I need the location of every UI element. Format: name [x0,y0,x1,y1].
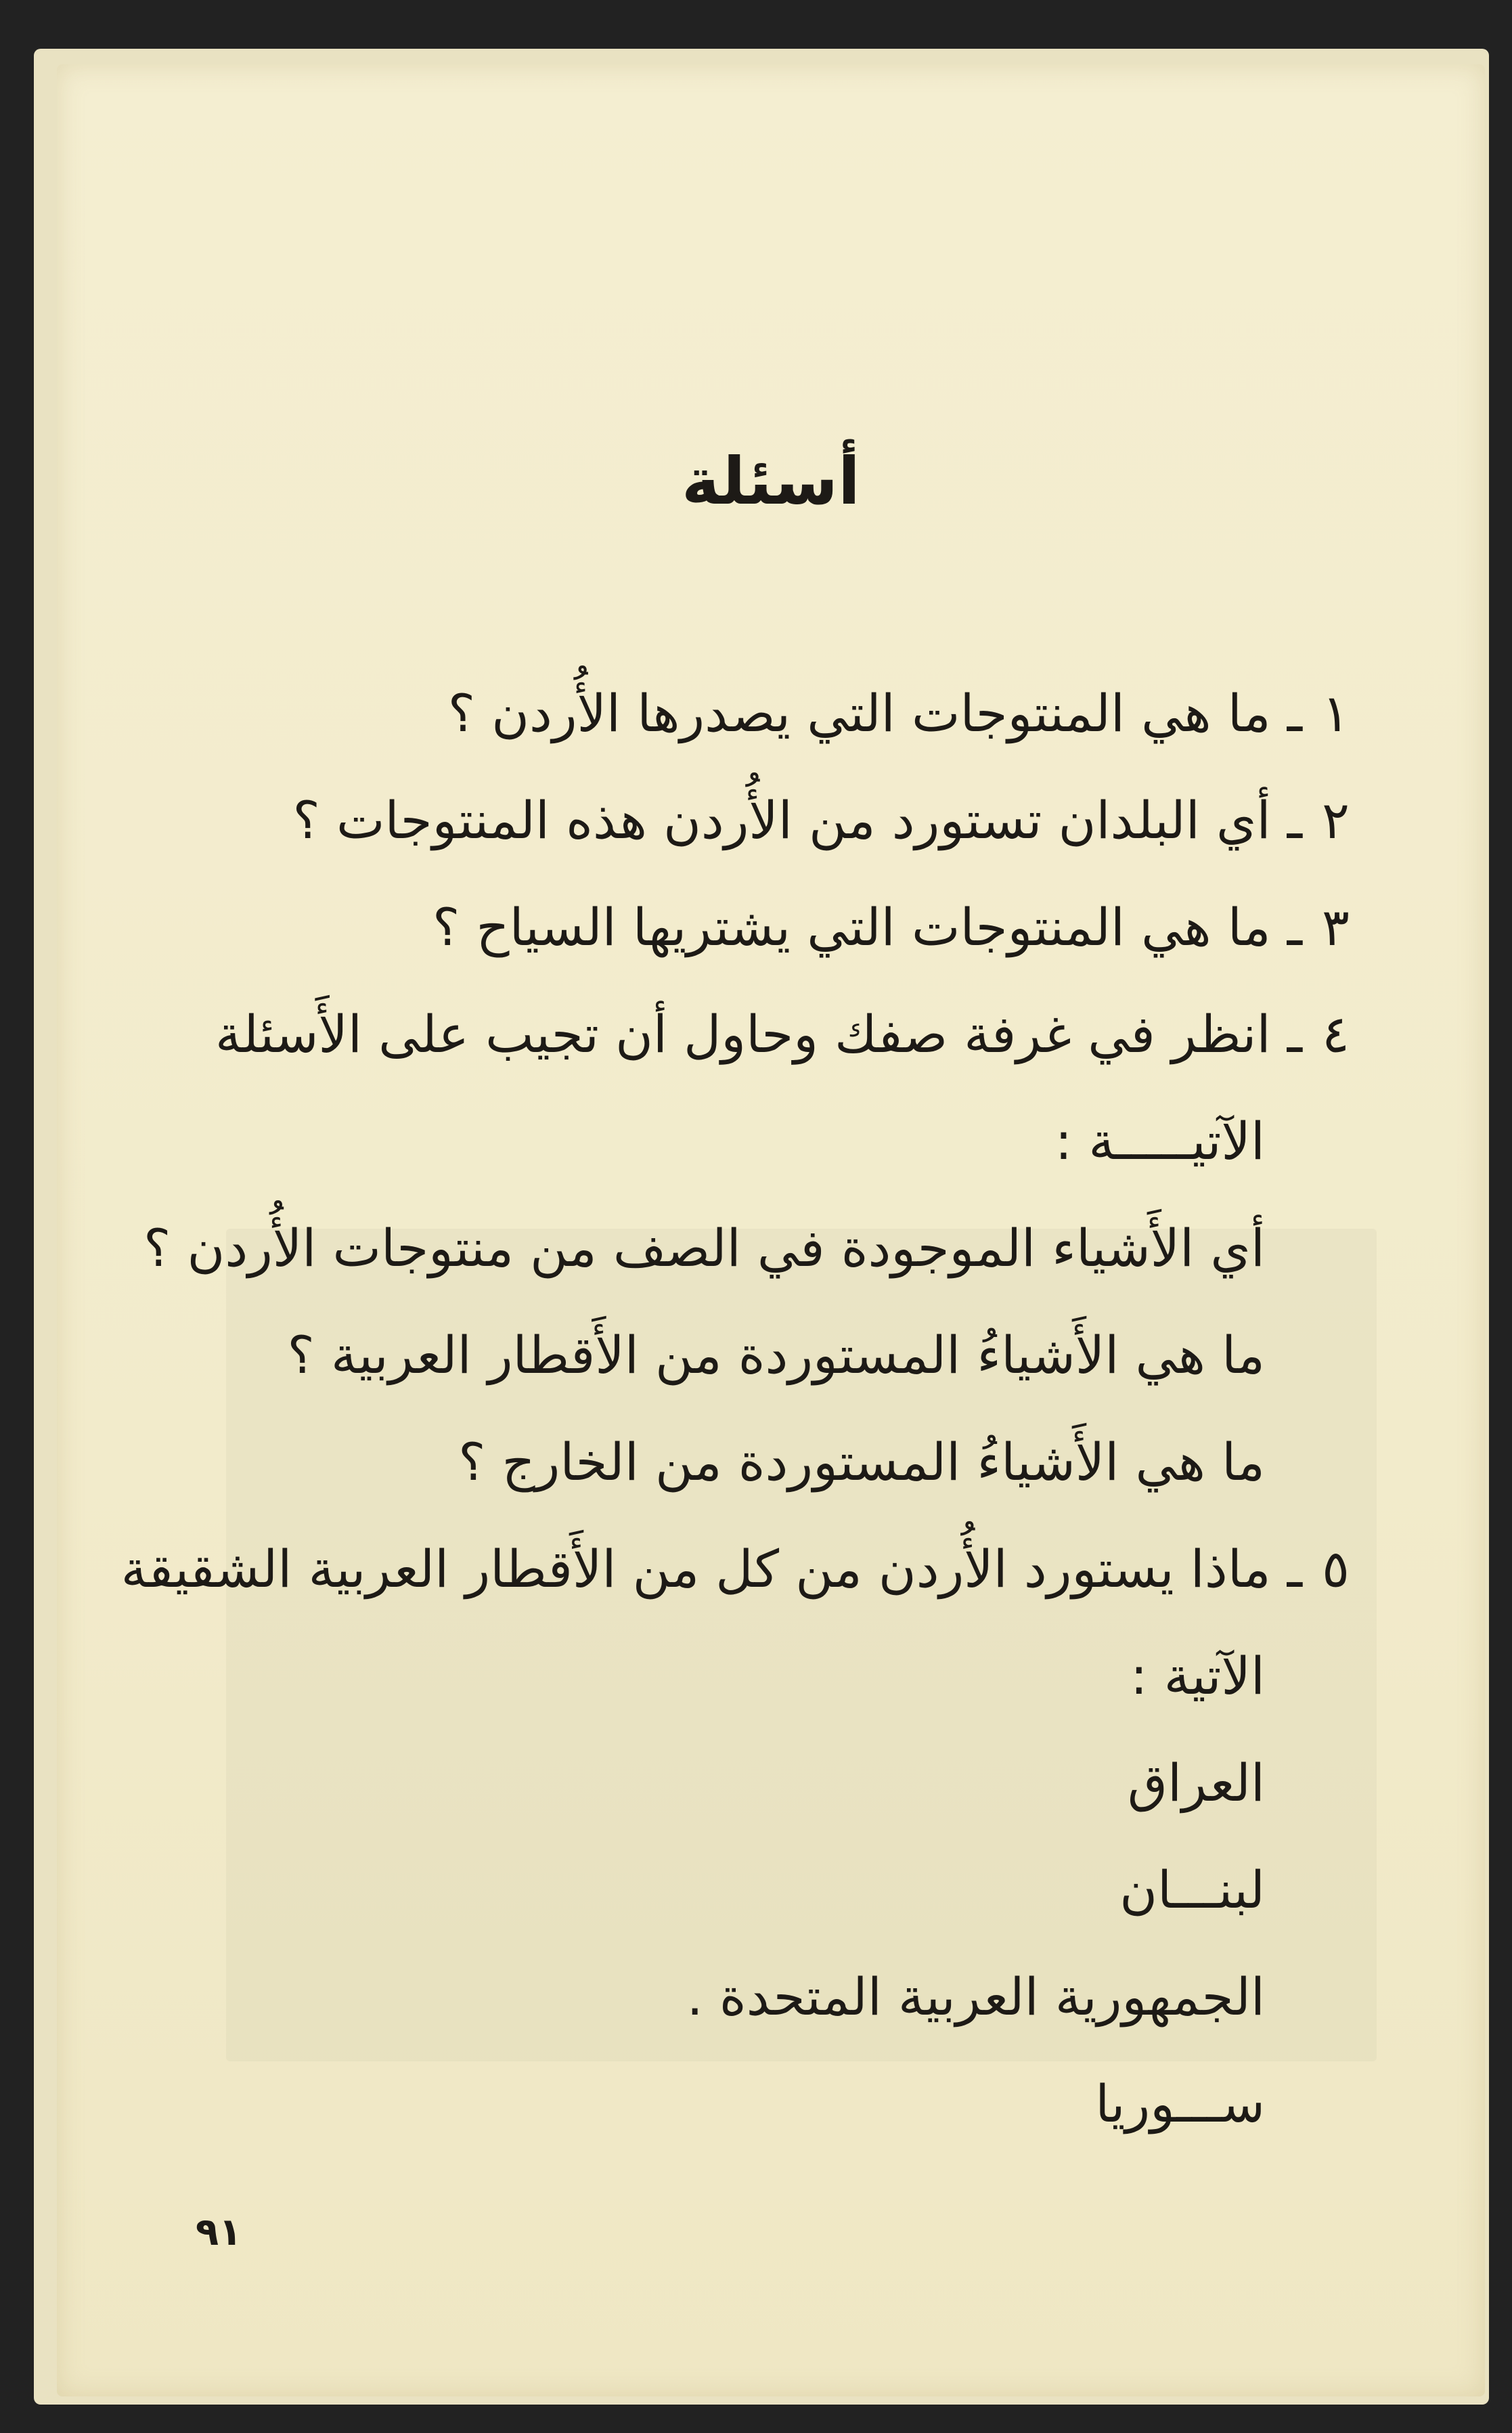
page-title: أسئلة [682,443,860,519]
page-number: ٩١ [196,2210,242,2254]
question-number: ٣ [1322,897,1350,957]
question-number: ٢ [1322,790,1350,850]
question-number: ٤ [1322,1004,1350,1064]
country-item: لبنـــان [1119,1860,1265,1920]
question-2 [199,767,1350,874]
questions-list [120,660,1350,2157]
question-3 [199,874,1350,981]
question-1 [199,660,1350,767]
question-text: ـ ماذا يستورد الأُردن من كل من الأَقطار العربية الشقيقة [120,1539,1302,1599]
question-text: ـ ما هي المنتوجات التي يشتريها السياح ؟ [432,897,1302,957]
country-item: العراق [1128,1753,1265,1813]
country-item: ســـوريا [1095,2074,1265,2134]
question-4-subquestion: أي الأَشياء الموجودة في الصف من منتوجات الأُردن ؟ [143,1218,1265,1278]
question-text: ـ انظر في غرفة صفك وحاول أن تجيب على الأَسئلة [215,1004,1302,1064]
question-text: ـ أي البلدان تستورد من الأُردن هذه المنتوجات ؟ [292,790,1302,850]
question-number: ١ [1322,683,1350,743]
question-4 [199,981,1350,1088]
country-item: الجمهورية العربية المتحدة . [686,1967,1265,2027]
question-number: ٥ [1322,1539,1350,1599]
question-4-subquestion: ما هي الأَشياءُ المستوردة من الأَقطار العربية ؟ [287,1325,1265,1385]
question-4-subquestion: ما هي الأَشياءُ المستوردة من الخارج ؟ [458,1432,1265,1492]
question-5-continuation: الآتية : [1130,1646,1265,1706]
question-5 [120,1516,1350,1623]
question-4-continuation: الآتيـــــة : [1054,1111,1265,1171]
question-text: ـ ما هي المنتوجات التي يصدرها الأُردن ؟ [447,683,1302,743]
book-page [57,64,1485,2396]
